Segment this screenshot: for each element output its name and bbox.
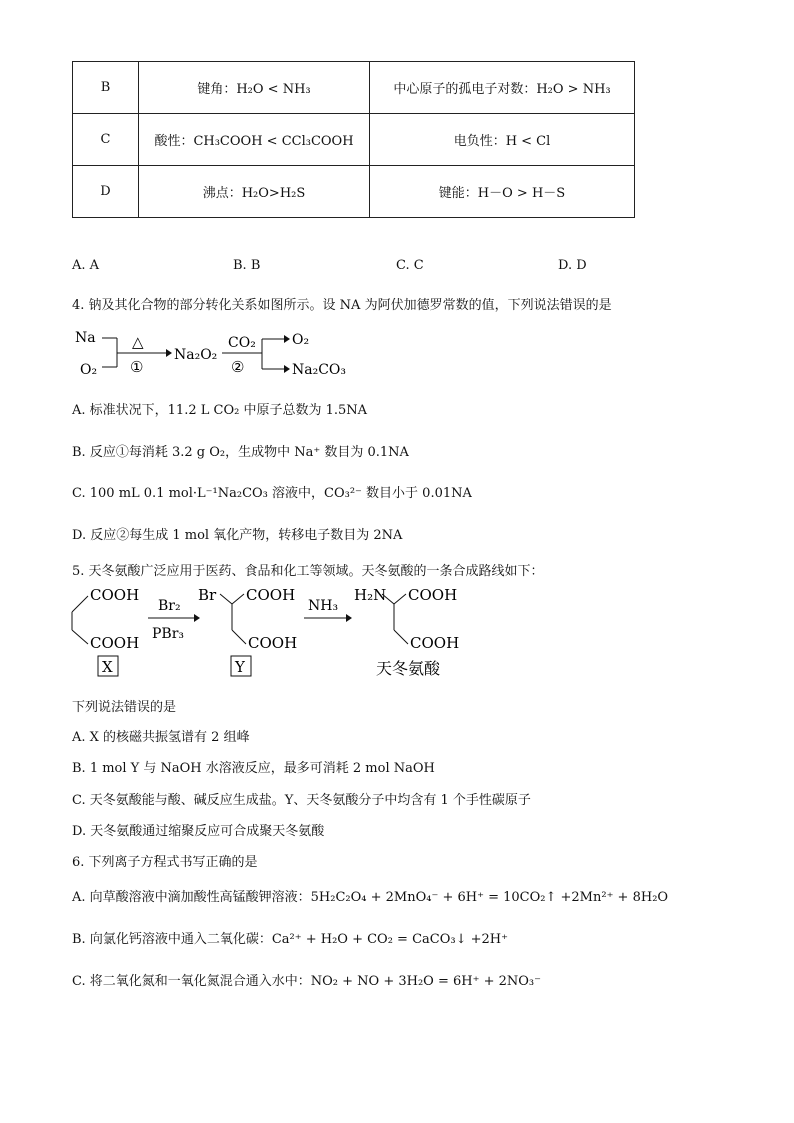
q4-option-d[interactable]: D. 反应②每生成 1 mol 氧化产物，转移电子数目为 2NA (72, 528, 403, 543)
diagram-co2: CO₂ (228, 335, 256, 351)
table-row (73, 62, 635, 114)
product-label: 天冬氨酸 (376, 659, 441, 678)
diagram-o2-product: O₂ (292, 332, 310, 348)
reagent-nh3: NH₃ (308, 598, 339, 614)
table-row (73, 166, 635, 218)
q3-choice-d[interactable]: D. D (558, 258, 587, 273)
diagram-o2: O₂ (80, 362, 98, 378)
reagent-br2: Br₂ (158, 598, 181, 614)
q5-option-c[interactable]: C. 天冬氨酸能与酸、碱反应生成盐。Y、天冬氨酸分子中均含有 1 个手性碳原子 (72, 793, 531, 808)
q5-stem: 5. 天冬氨酸广泛应用于医药、食品和化工等领域。天冬氨酸的一条合成路线如下： (72, 564, 544, 579)
q4-option-a[interactable]: A. 标准状况下，11.2 L CO₂ 中原子总数为 1.5NA (72, 403, 368, 418)
reagent-pbr3: PBr₃ (152, 626, 185, 642)
q6-option-a[interactable]: A. 向草酸溶液中滴加酸性高锰酸钾溶液：5H₂C₂O₄ + 2MnO₄⁻ + 6H⁺ = 10CO₂↑ +2Mn²⁺ + 8H₂O (72, 890, 669, 905)
row-right-statement: 键能：H－O > H－S (370, 166, 635, 218)
y-cooh-bottom: COOH (248, 634, 298, 652)
q4-stem: 4. 钠及其化合物的部分转化关系如图所示。设 NA 为阿伏加德罗常数的值，下列说法错误的是 (72, 298, 612, 313)
q6-option-c[interactable]: C. 将二氧化氮和一氧化氮混合通入水中：NO₂ + NO + 3H₂O = 6H⁺ + 2NO₃⁻ (72, 974, 541, 989)
product-cooh-top: COOH (408, 586, 458, 604)
row-left-statement: 键角：H₂O < NH₃ (139, 62, 370, 114)
diagram-na: Na (75, 330, 96, 346)
q5-prompt: 下列说法错误的是 (72, 700, 177, 715)
product-cooh-bottom: COOH (410, 634, 460, 652)
x-cooh-top: COOH (90, 586, 140, 604)
q4-option-c[interactable]: C. 100 mL 0.1 mol·L⁻¹Na₂CO₃ 溶液中，CO₃²⁻ 数目小于 0.01NA (72, 486, 472, 501)
q3-choice-c[interactable]: C. C (396, 258, 424, 273)
diagram-na2o2: Na₂O₂ (174, 347, 218, 363)
q6-option-b[interactable]: B. 向氯化钙溶液中通入二氧化碳：Ca²⁺ + H₂O + CO₂ = CaCO₃↓ +2H⁺ (72, 932, 508, 947)
row-right-statement: 电负性：H < Cl (370, 114, 635, 166)
q3-choice-b[interactable]: B. B (233, 258, 261, 273)
y-label: Y (235, 658, 245, 676)
row-left-statement: 酸性：CH₃COOH < CCl₃COOH (139, 114, 370, 166)
q3-choice-a[interactable]: A. A (72, 258, 100, 273)
q4-reaction-diagram (72, 322, 372, 382)
diagram-heat: △ (132, 333, 144, 351)
q5-option-b[interactable]: B. 1 mol Y 与 NaOH 水溶液反应，最多可消耗 2 mol NaOH (72, 761, 435, 776)
q5-option-d[interactable]: D. 天冬氨酸通过缩聚反应可合成聚天冬氨酸 (72, 824, 325, 839)
product-h2n: H₂N (354, 586, 387, 604)
q5-synthesis-route (60, 582, 500, 682)
x-label: X (102, 658, 113, 676)
y-br: Br (198, 586, 217, 604)
row-left-statement: 沸点：H₂O>H₂S (139, 166, 370, 218)
row-label: B (73, 62, 139, 114)
table-row (73, 114, 635, 166)
row-label: C (73, 114, 139, 166)
y-cooh-top: COOH (246, 586, 296, 604)
q5-option-a[interactable]: A. X 的核磁共振氢谱有 2 组峰 (72, 730, 250, 745)
diagram-step1: ① (130, 358, 144, 376)
diagram-na2co3: Na₂CO₃ (292, 362, 347, 378)
diagram-step2: ② (231, 358, 245, 376)
row-right-statement: 中心原子的孤电子对数：H₂O > NH₃ (370, 62, 635, 114)
q4-option-b[interactable]: B. 反应①每消耗 3.2 g O₂，生成物中 Na⁺ 数目为 0.1NA (72, 445, 409, 460)
options-table (72, 61, 635, 218)
row-label: D (73, 166, 139, 218)
x-cooh-bottom: COOH (90, 634, 140, 652)
q6-stem: 6. 下列离子方程式书写正确的是 (72, 855, 258, 870)
